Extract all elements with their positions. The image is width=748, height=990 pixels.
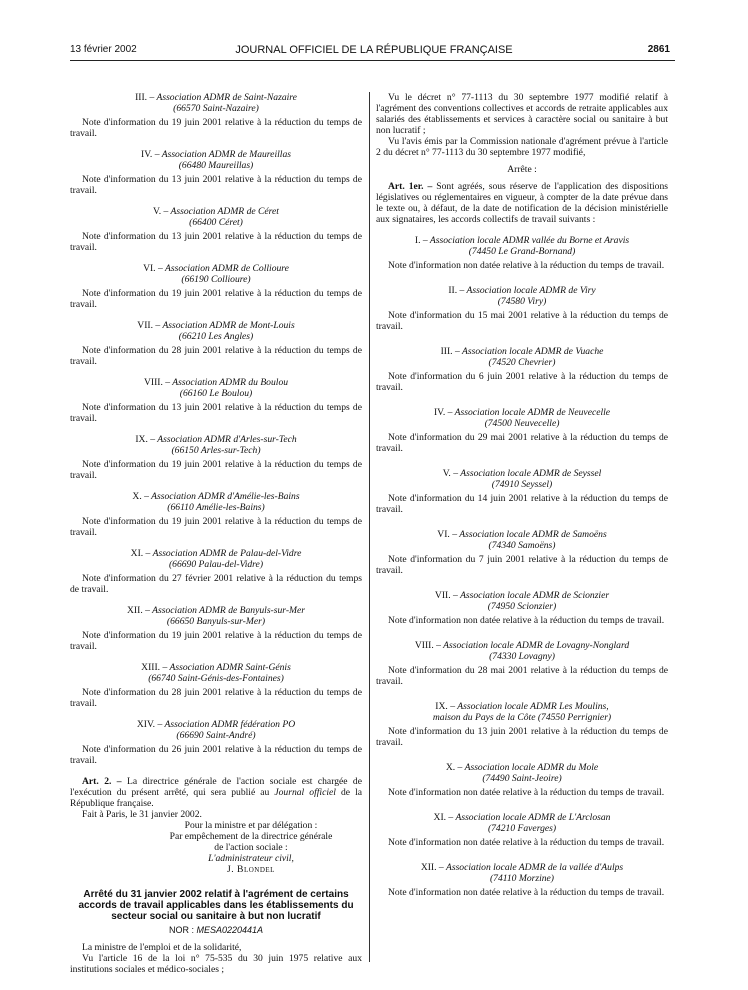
- information-note: Note d'information non datée relative à la réduction du temps de travail.: [388, 787, 665, 798]
- association-place: (74520 Chevrier): [488, 357, 556, 368]
- information-note: Note d'information du 19 juin 2001 relative à la réduction du temps de travail.: [70, 459, 362, 481]
- intro-vu-law: Vu l'article 16 de la loi n° 75-535 du 30 juin 1975 relative aux institutions sociales et médico-sociales ;: [70, 953, 362, 975]
- information-note: Note d'information du 7 juin 2001 relative à la réduction du temps de travail.: [376, 554, 668, 576]
- left-sections: [70, 92, 362, 766]
- association-name: Association locale ADMR de Lovagny-Nonglard: [443, 640, 630, 651]
- entry-number: V. –: [153, 206, 169, 217]
- association-entry: [70, 263, 362, 310]
- information-note: Note d'information du 27 février 2001 relative à la réduction du temps de travail.: [70, 573, 362, 595]
- association-title: [376, 407, 668, 418]
- header-date: 13 février 2002: [70, 44, 137, 55]
- entry-number: IV. –: [433, 407, 453, 418]
- association-entry: [376, 407, 668, 454]
- information-note: Note d'information du 14 juin 2001 relative à la réduction du temps de travail.: [376, 493, 668, 515]
- entry-number: I. –: [414, 235, 428, 246]
- association-entry: [376, 529, 668, 576]
- information-note: Note d'information non datée relative à la réduction du temps de travail.: [388, 837, 665, 848]
- signature-block: [140, 820, 362, 875]
- association-title: [70, 263, 362, 274]
- association-place: (74450 Le Grand-Bornand): [468, 246, 576, 257]
- association-name: Association ADMR de Banyuls-sur-Mer: [152, 605, 305, 616]
- article-2-text-b: de la République française.: [70, 787, 363, 809]
- entry-number: XII. –: [420, 862, 444, 873]
- decree-title: Arrêté du 31 janvier 2002 relatif à l'agrément de certains accords de travail applicables dans les établissements du secteur social ou sanitaire à but non lucratif: [78, 889, 354, 922]
- entry-number: XIV. –: [136, 719, 163, 730]
- association-entry: [376, 640, 668, 687]
- association-entry: [70, 320, 362, 367]
- article-2-text-a: La directrice générale de l'action sociale est chargée de l'exécution du présent arrêté, qui sera publié au: [70, 776, 362, 798]
- association-place: (66740 Saint-Génis-des-Fontaines): [148, 673, 284, 684]
- article-1-label: Art. 1er. –: [388, 181, 433, 192]
- association-title: [70, 92, 362, 103]
- information-note: Note d'information du 19 juin 2001 relative à la réduction du temps de travail.: [70, 117, 362, 139]
- association-place: (74490 Saint-Jeoire): [482, 773, 562, 784]
- association-title: [376, 862, 668, 873]
- association-name: Association locale ADMR de Scionzier: [460, 590, 610, 601]
- information-note: Note d'information du 15 mai 2001 relative à la réduction du temps de travail.: [376, 310, 668, 332]
- association-entry: [70, 491, 362, 538]
- association-name: Association locale ADMR de Neuvecelle: [454, 407, 611, 418]
- entry-number: X. –: [132, 491, 149, 502]
- information-note: Note d'information non datée relative à la réduction du temps de travail.: [388, 615, 665, 626]
- association-title: [70, 320, 362, 331]
- association-entry: [376, 235, 668, 271]
- information-note: Note d'information du 19 juin 2001 relative à la réduction du temps de travail.: [70, 516, 362, 538]
- sign-line-3: de l'action sociale :: [214, 842, 288, 853]
- entry-number: VI. –: [143, 263, 163, 274]
- information-note: Note d'information non datée relative à la réduction du temps de travail.: [388, 260, 665, 271]
- association-place: maison du Pays de la Côte (74550 Perrignier): [432, 712, 612, 723]
- association-entry: [70, 377, 362, 424]
- association-place: (74500 Neuvecelle): [484, 418, 560, 429]
- association-title: [376, 235, 668, 246]
- left-column: [70, 92, 362, 975]
- association-name: Association ADMR de Collioure: [165, 263, 289, 274]
- association-entry: [70, 548, 362, 595]
- sign-line-1: Pour la ministre et par délégation :: [184, 820, 318, 831]
- association-entry: [376, 812, 668, 848]
- header-rule: [70, 60, 675, 61]
- association-name: Association locale ADMR vallée du Borne et Aravis: [429, 235, 630, 246]
- association-name: Association locale ADMR de Seyssel: [460, 468, 602, 479]
- association-name: Association ADMR de Céret: [170, 206, 279, 217]
- entry-number: III. –: [440, 346, 460, 357]
- entry-number: IX. –: [435, 701, 456, 712]
- association-entry: [70, 719, 362, 766]
- association-entry: [376, 468, 668, 515]
- association-entry: [376, 346, 668, 393]
- nor-code: MESA0220441A: [196, 925, 264, 935]
- association-title: [70, 491, 362, 502]
- association-name: Association ADMR de Maureillas: [161, 149, 291, 160]
- association-name: Association ADMR de Saint-Nazaire: [156, 92, 297, 103]
- association-entry: [70, 605, 362, 652]
- journal-title: JOURNAL OFFICIEL DE LA RÉPUBLIQUE FRANÇAISE: [235, 44, 513, 56]
- article-1-text: Sont agréés, sous réserve de l'application des dispositions législatives ou réglementaires en vigueur, à compter de la date prévue dans le texte ou, à défaut, de la date de notification de la décision ministérielle aux signataires, les accords collectifs de travail suivants :: [376, 181, 668, 225]
- information-note: Note d'information du 13 juin 2001 relative à la réduction du temps de travail.: [70, 231, 362, 253]
- page-number: 2861: [647, 44, 670, 55]
- information-note: Note d'information du 26 juin 2001 relative à la réduction du temps de travail.: [70, 744, 362, 766]
- association-title: [376, 812, 668, 823]
- association-place: (74110 Morzine): [489, 873, 555, 884]
- information-note: Note d'information du 28 mai 2001 relative à la réduction du temps de travail.: [376, 665, 668, 687]
- information-note: Note d'information du 29 mai 2001 relative à la réduction du temps de travail.: [376, 432, 668, 454]
- entry-number: XI. –: [433, 812, 454, 823]
- association-title: [376, 762, 668, 773]
- entry-number: XI. –: [130, 548, 151, 559]
- entry-number: IX. –: [135, 434, 156, 445]
- nor-reference: [70, 925, 362, 936]
- association-name: Association ADMR Saint-Génis: [169, 662, 291, 673]
- association-place: (66690 Saint-André): [176, 730, 256, 741]
- association-entry: [70, 662, 362, 709]
- column-divider: [369, 92, 370, 962]
- entry-number: II. –: [448, 285, 465, 296]
- association-place: (66190 Collioure): [181, 274, 251, 285]
- association-name: Association ADMR d'Amélie-les-Bains: [151, 491, 300, 502]
- information-note: Note d'information du 19 juin 2001 relative à la réduction du temps de travail.: [70, 630, 362, 652]
- association-title: [376, 701, 668, 712]
- association-entry: [70, 149, 362, 196]
- association-entry: [376, 590, 668, 626]
- article-2-label: Art. 2. –: [82, 776, 122, 787]
- association-place: (66480 Maureillas): [178, 160, 254, 171]
- association-title: [70, 719, 362, 730]
- association-entry: [376, 285, 668, 332]
- association-title: [376, 640, 668, 651]
- association-name: Association locale ADMR du Mole: [464, 762, 599, 773]
- association-place: (66110 Amélie-les-Bains): [167, 502, 265, 513]
- association-title: [376, 468, 668, 479]
- information-note: Note d'information du 28 juin 2001 relative à la réduction du temps de travail.: [70, 687, 362, 709]
- entry-number: IV. –: [141, 149, 160, 160]
- association-name: Association ADMR de Mont-Louis: [162, 320, 295, 331]
- association-place: (66650 Banyuls-sur-Mer): [166, 616, 266, 627]
- entry-number: III. –: [135, 92, 155, 103]
- association-entry: [376, 701, 668, 748]
- article-2-journal: Journal officiel: [274, 787, 336, 798]
- signatory-name: J. Blondel: [227, 864, 275, 875]
- arrete-heading: Arrête :: [507, 164, 537, 175]
- association-name: Association locale ADMR de Samoëns: [459, 529, 607, 540]
- vu-avis: Vu l'avis émis par la Commission nationale d'agrément prévue à l'article 2 du décret n° 77-1113 du 30 septembre 1977 modifié,: [376, 136, 668, 158]
- association-entry: [376, 762, 668, 798]
- entry-number: XII. –: [127, 605, 150, 616]
- association-title: [70, 548, 362, 559]
- entry-number: VII. –: [137, 320, 161, 331]
- information-note: Note d'information du 13 juin 2001 relative à la réduction du temps de travail.: [376, 726, 668, 748]
- entry-number: VIII. –: [414, 640, 441, 651]
- entry-number: VII. –: [434, 590, 458, 601]
- association-place: (74210 Faverges): [487, 823, 557, 834]
- association-place: (74950 Scionzier): [487, 601, 557, 612]
- information-note: Note d'information du 6 juin 2001 relative à la réduction du temps de travail.: [376, 371, 668, 393]
- entry-number: X. –: [445, 762, 463, 773]
- association-place: (66150 Arles-sur-Tech): [171, 445, 261, 456]
- association-place: (74330 Lovagny): [489, 651, 555, 662]
- association-title: [376, 590, 668, 601]
- association-name: Association locale ADMR de la vallée d'Aulps: [445, 862, 624, 873]
- article-1: [376, 181, 668, 225]
- right-sections: [376, 235, 668, 898]
- association-name: Association locale ADMR de Viry: [466, 285, 596, 296]
- intro-minister: La ministre de l'emploi et de la solidarité,: [82, 942, 242, 953]
- fait-a-paris: Fait à Paris, le 31 janvier 2002.: [82, 809, 202, 820]
- association-entry: [70, 434, 362, 481]
- information-note: Note d'information non datée relative à la réduction du temps de travail.: [388, 887, 665, 898]
- sign-line-4: L'administrateur civil,: [208, 853, 294, 864]
- nor-label: NOR :: [168, 925, 194, 935]
- association-name: Association ADMR de Palau-del-Vidre: [152, 548, 302, 559]
- entry-number: XIII. –: [141, 662, 168, 673]
- association-place: (66210 Les Angles): [178, 331, 254, 342]
- association-place: (66570 Saint-Nazaire): [173, 103, 259, 114]
- vu-decret: Vu le décret n° 77-1113 du 30 septembre 1977 modifié relatif à l'agrément des conventions collectives et accords de retraite applicables aux salariés des établissements et services à caractère social ou sanitaire à but non lucratif ;: [376, 92, 668, 136]
- association-name: Association ADMR fédération PO: [164, 719, 296, 730]
- association-title: [70, 206, 362, 217]
- entry-number: VIII. –: [143, 377, 171, 388]
- information-note: Note d'information du 13 juin 2001 relative à la réduction du temps de travail.: [70, 402, 362, 424]
- association-name: Association locale ADMR de L'Arclosan: [455, 812, 611, 823]
- association-entry: [376, 862, 668, 898]
- association-place: (66400 Céret): [189, 217, 243, 228]
- article-2: [70, 776, 362, 809]
- association-name: Association ADMR du Boulou: [172, 377, 289, 388]
- association-title: [376, 529, 668, 540]
- association-place: (74910 Seyssel): [491, 479, 553, 490]
- sign-line-2: Par empêchement de la directrice générale: [169, 831, 333, 842]
- association-title: [376, 346, 668, 357]
- association-name: Association ADMR d'Arles-sur-Tech: [157, 434, 297, 445]
- association-place: (74340 Samoëns): [488, 540, 556, 551]
- association-title: [376, 285, 668, 296]
- association-place: (74580 Viry): [497, 296, 547, 307]
- association-name: Association locale ADMR de Vuache: [462, 346, 604, 357]
- information-note: Note d'information du 28 juin 2001 relative à la réduction du temps de travail.: [70, 345, 362, 367]
- entry-number: V. –: [442, 468, 459, 479]
- association-place: (66160 Le Boulou): [179, 388, 253, 399]
- information-note: Note d'information du 13 juin 2001 relative à la réduction du temps de travail.: [70, 174, 362, 196]
- association-title: [70, 434, 362, 445]
- association-entry: [70, 206, 362, 253]
- right-column: [376, 92, 668, 912]
- association-entry: [70, 92, 362, 139]
- entry-number: VI. –: [437, 529, 458, 540]
- association-place: (66690 Palau-del-Vidre): [168, 559, 264, 570]
- association-title: [70, 662, 362, 673]
- association-title: [70, 605, 362, 616]
- association-title: [70, 377, 362, 388]
- association-title: [70, 149, 362, 160]
- information-note: Note d'information du 19 juin 2001 relative à la réduction du temps de travail.: [70, 288, 362, 310]
- association-name: Association locale ADMR Les Moulins,: [457, 701, 609, 712]
